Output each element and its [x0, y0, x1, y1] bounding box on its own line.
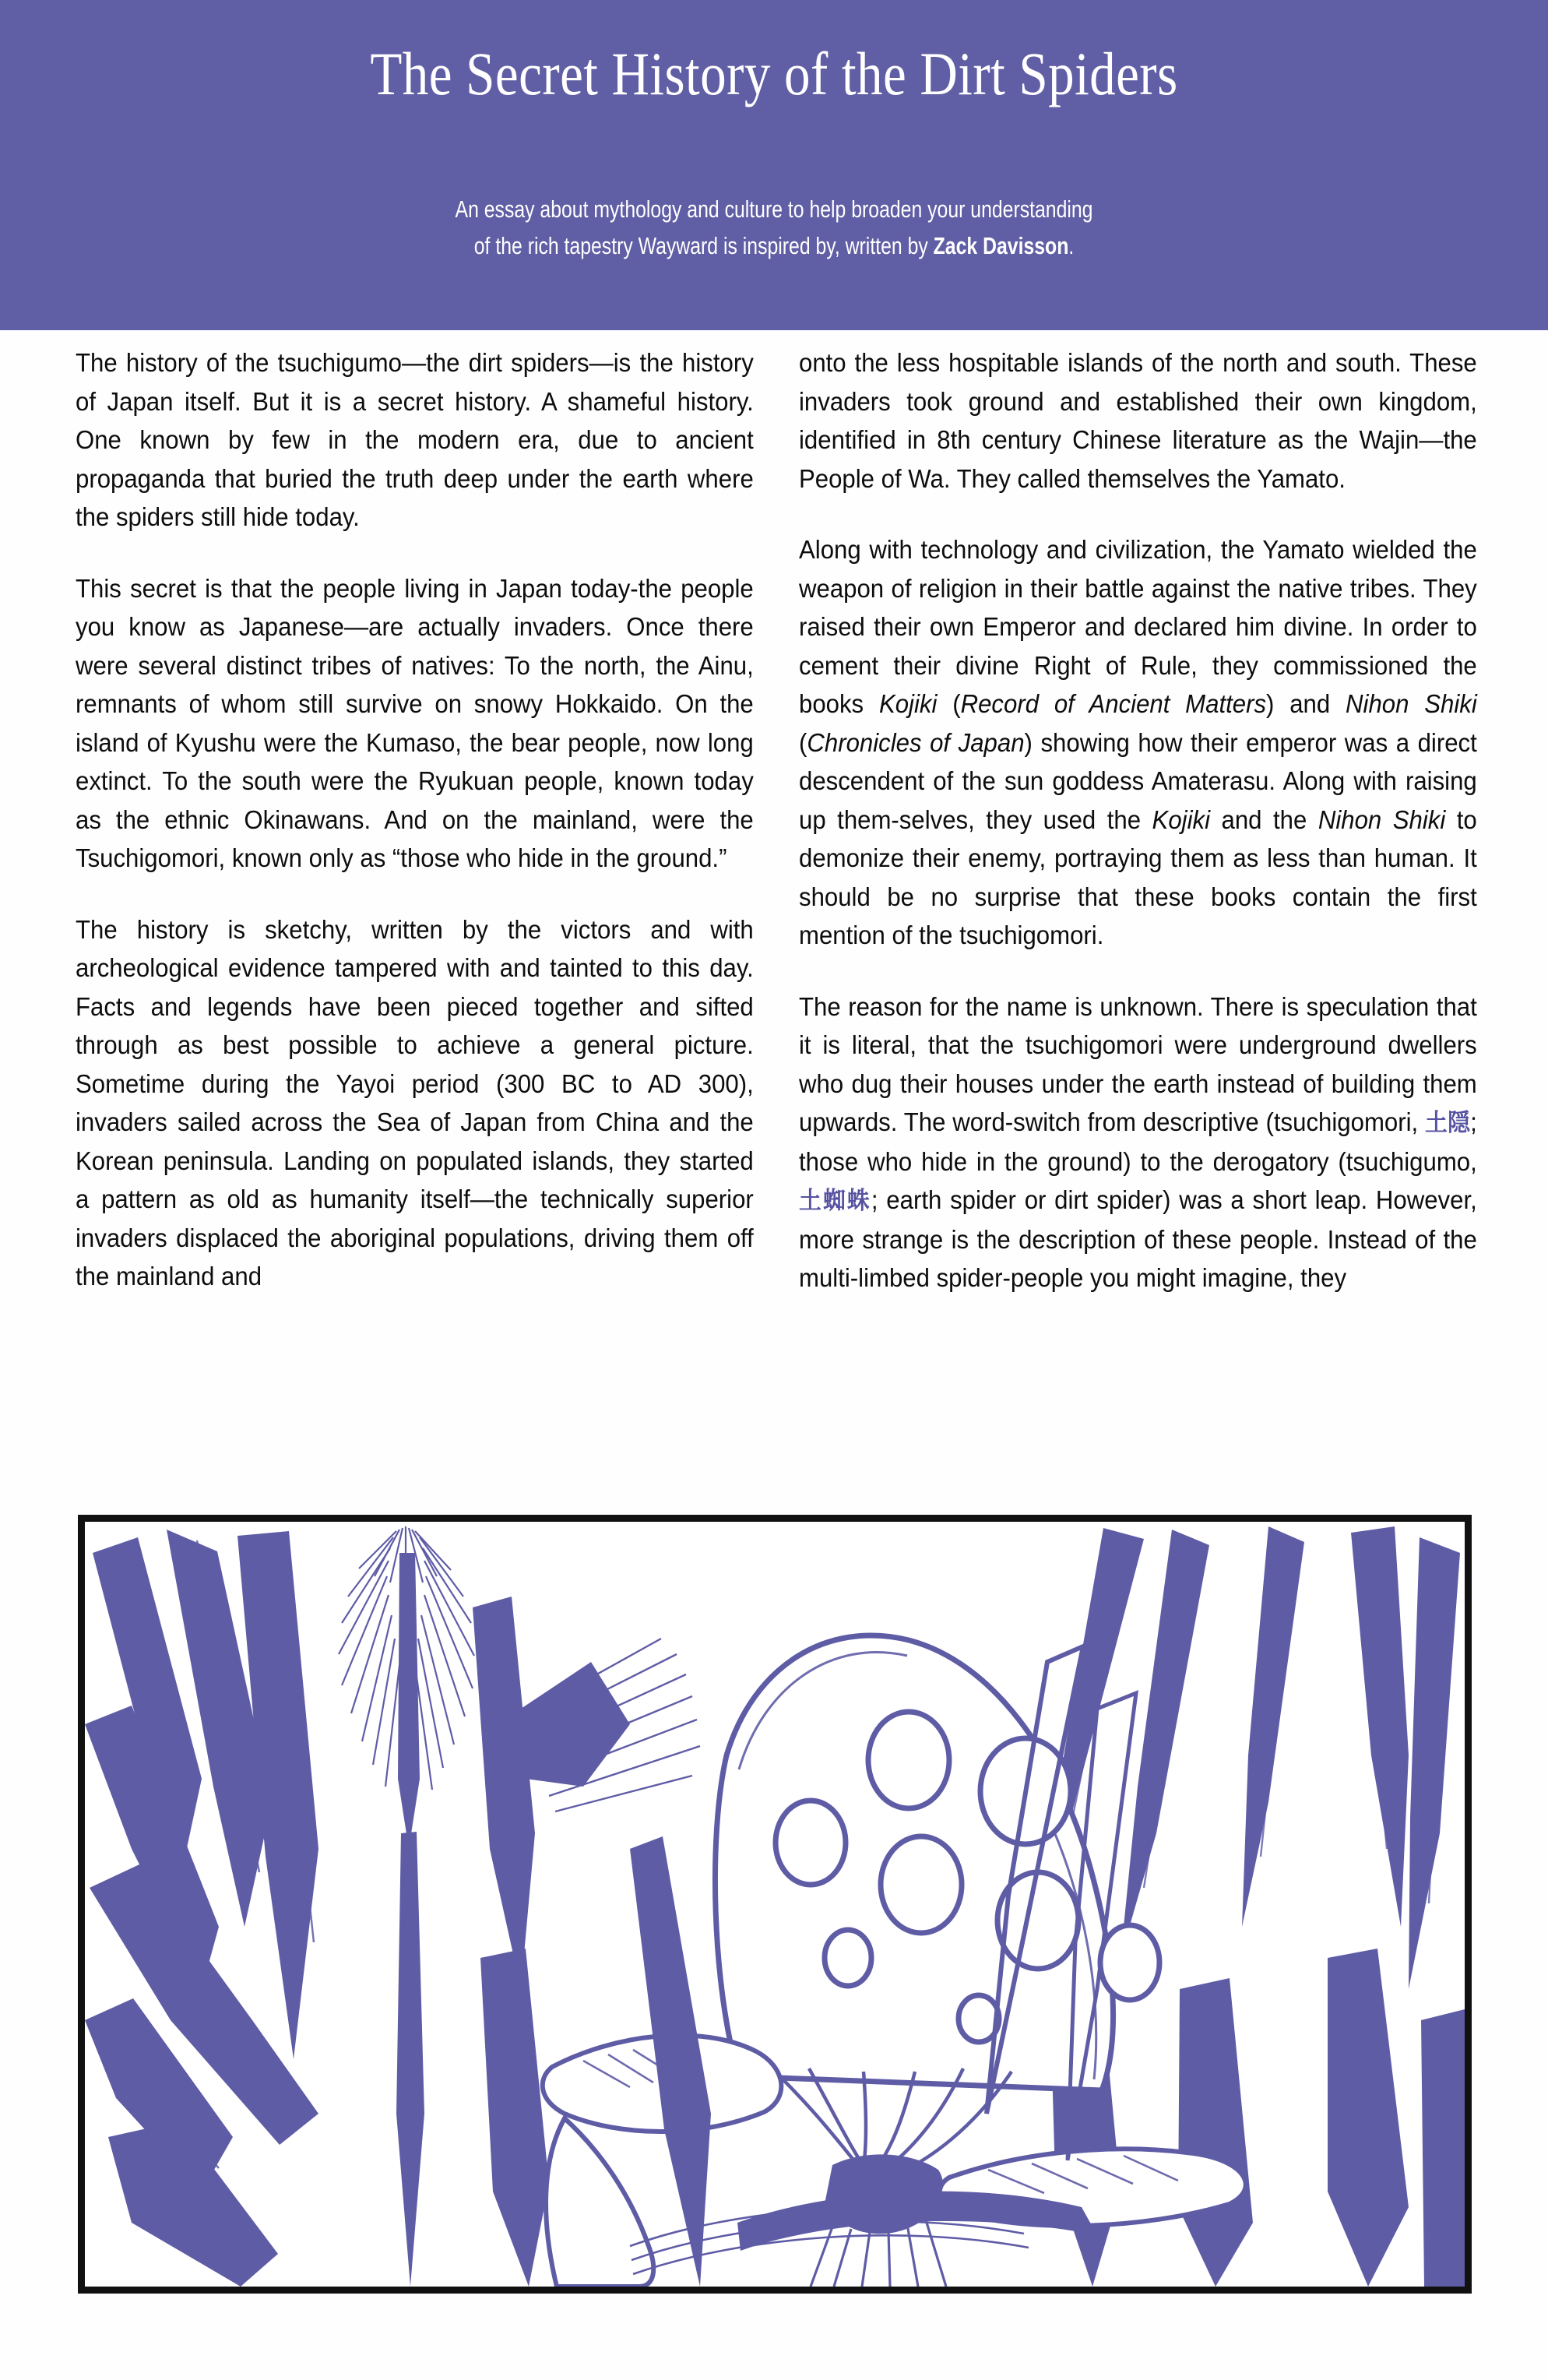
- subtitle-credit-prefix: of the rich tapestry Wayward is inspired by, written by: [473, 232, 934, 259]
- eye-spot: [776, 1801, 846, 1885]
- header-band: [0, 0, 1548, 330]
- text-run: and the: [1210, 805, 1318, 835]
- book-title-kojiki: Kojiki: [878, 690, 938, 719]
- book-title-nihon-shiki-2: Nihon Shiki: [1318, 805, 1446, 835]
- subtitle-line-2: [155, 227, 1393, 264]
- paragraph-right-1: onto the less hospitable islands of the north and south. These invaders took ground and established their own kingdom, identified in 8th century Chinese literature as the Wajin—the People of Wa. They called themselves the Yamato.: [799, 349, 1477, 494]
- eye-spot: [881, 1836, 962, 1933]
- page-title: The Secret History of the Dirt Spiders: [370, 40, 1178, 107]
- paragraph-left-1: The history of the tsuchigumo—the dirt spiders—is the history of Japan itself. But it is a secret history. A shameful history. One known by few in the modern era, due to ancient propaganda that buried the truth deep under the earth where the spiders still hide today.: [76, 349, 754, 532]
- text-run: (: [937, 690, 961, 719]
- kanji-tsuchigumo: 土蜘蛛: [799, 1187, 871, 1215]
- text-run: to demonize their enemy, portraying them as less than human. It should be no surprise that these books contain the first mention of the tsuchigomori.: [799, 805, 1477, 950]
- page-subtitle: [155, 191, 1393, 264]
- kanji-tsuchigomori: 土隠: [1425, 1109, 1471, 1137]
- text-run: ) and: [1266, 690, 1346, 719]
- subtitle-credit-suffix: .: [1068, 232, 1075, 259]
- eye-spot: [825, 1930, 871, 1986]
- book-subtitle-chronicles-of-japan: Chronicles of Japan: [807, 728, 1025, 758]
- illustration-panel: [78, 1515, 1472, 2294]
- paragraph-right-2: [799, 531, 1477, 956]
- paragraph-left-2: This secret is that the people living in Japan today-the people you know as Japanese—are actually invaders. Once there were several distinct tribes of natives: To the north, the Ainu, remnants of whom still survive on snowy Hokkaido. On the island of Kyushu were the Kumaso, the bear people, now long extinct. To the south were the Ryukuan people, known today as the ethnic Okinawans. And on the mainland, were the Tsuchigomori, known only as “those who hide in the ground.”: [76, 574, 754, 873]
- author-name: Zack Davisson: [933, 232, 1069, 259]
- text-run: (: [799, 728, 807, 758]
- book-title-kojiki-2: Kojiki: [1152, 805, 1211, 835]
- text-run: The reason for the name is unknown. There is speculation that it is literal, that the tsuchigomori were underground dwellers who dug their houses under the earth instead of building them upwards. The word-switch from descriptive (tsuchigomori,: [799, 992, 1477, 1137]
- paragraph-left-3: The history is sketchy, written by the victors and with archeological evidence tampered with and tainted to this day. Facts and legends have been pieced together and sifted through as best possible to achieve a general picture. Sometime during the Yayoi period (300 BC to AD 300), invaders sailed across the Sea of Japan from China and the Korean peninsula. Landing on populated islands, they started a pattern as old as humanity itself—the technically superior invaders displaced the aboriginal populations, driving them off the mainland and: [76, 915, 754, 1291]
- text-run: Along with technology and civilization, the Yamato wielded the weapon of religion in their battle against the native tribes. They raised their own Emperor and declared him divine. In order to cement their divine Right of Rule, they commissioned the books: [799, 536, 1477, 719]
- paragraph-right-3: [799, 988, 1477, 1298]
- book-subtitle-record-of-ancient-matters: Record of Ancient Matters: [960, 690, 1267, 719]
- book-title-nihon-shiki: Nihon Shiki: [1346, 690, 1477, 719]
- article-body: [76, 344, 1477, 1298]
- text-run: ; earth spider or dirt spider) was a short leap. However, more strange is the description of these people. Instead of the multi-limbed spider-people you might imagine, they: [799, 1186, 1477, 1293]
- text-run: ; those who hide in the ground) to the derogatory (tsuchigumo,: [799, 1108, 1477, 1177]
- subtitle-line-1: An essay about mythology and culture to help broaden your understanding: [455, 195, 1093, 223]
- tsuchigumo-illustration: [85, 1522, 1465, 2287]
- eye-spot: [1100, 1925, 1159, 2000]
- text-run: ) showing how their emperor was a direct descendent of the sun goddess Amaterasu. Along with raising up them-selves, they used the: [799, 728, 1477, 835]
- eye-spot: [868, 1712, 949, 1808]
- left-column: [76, 344, 754, 1298]
- right-column: [799, 344, 1477, 1298]
